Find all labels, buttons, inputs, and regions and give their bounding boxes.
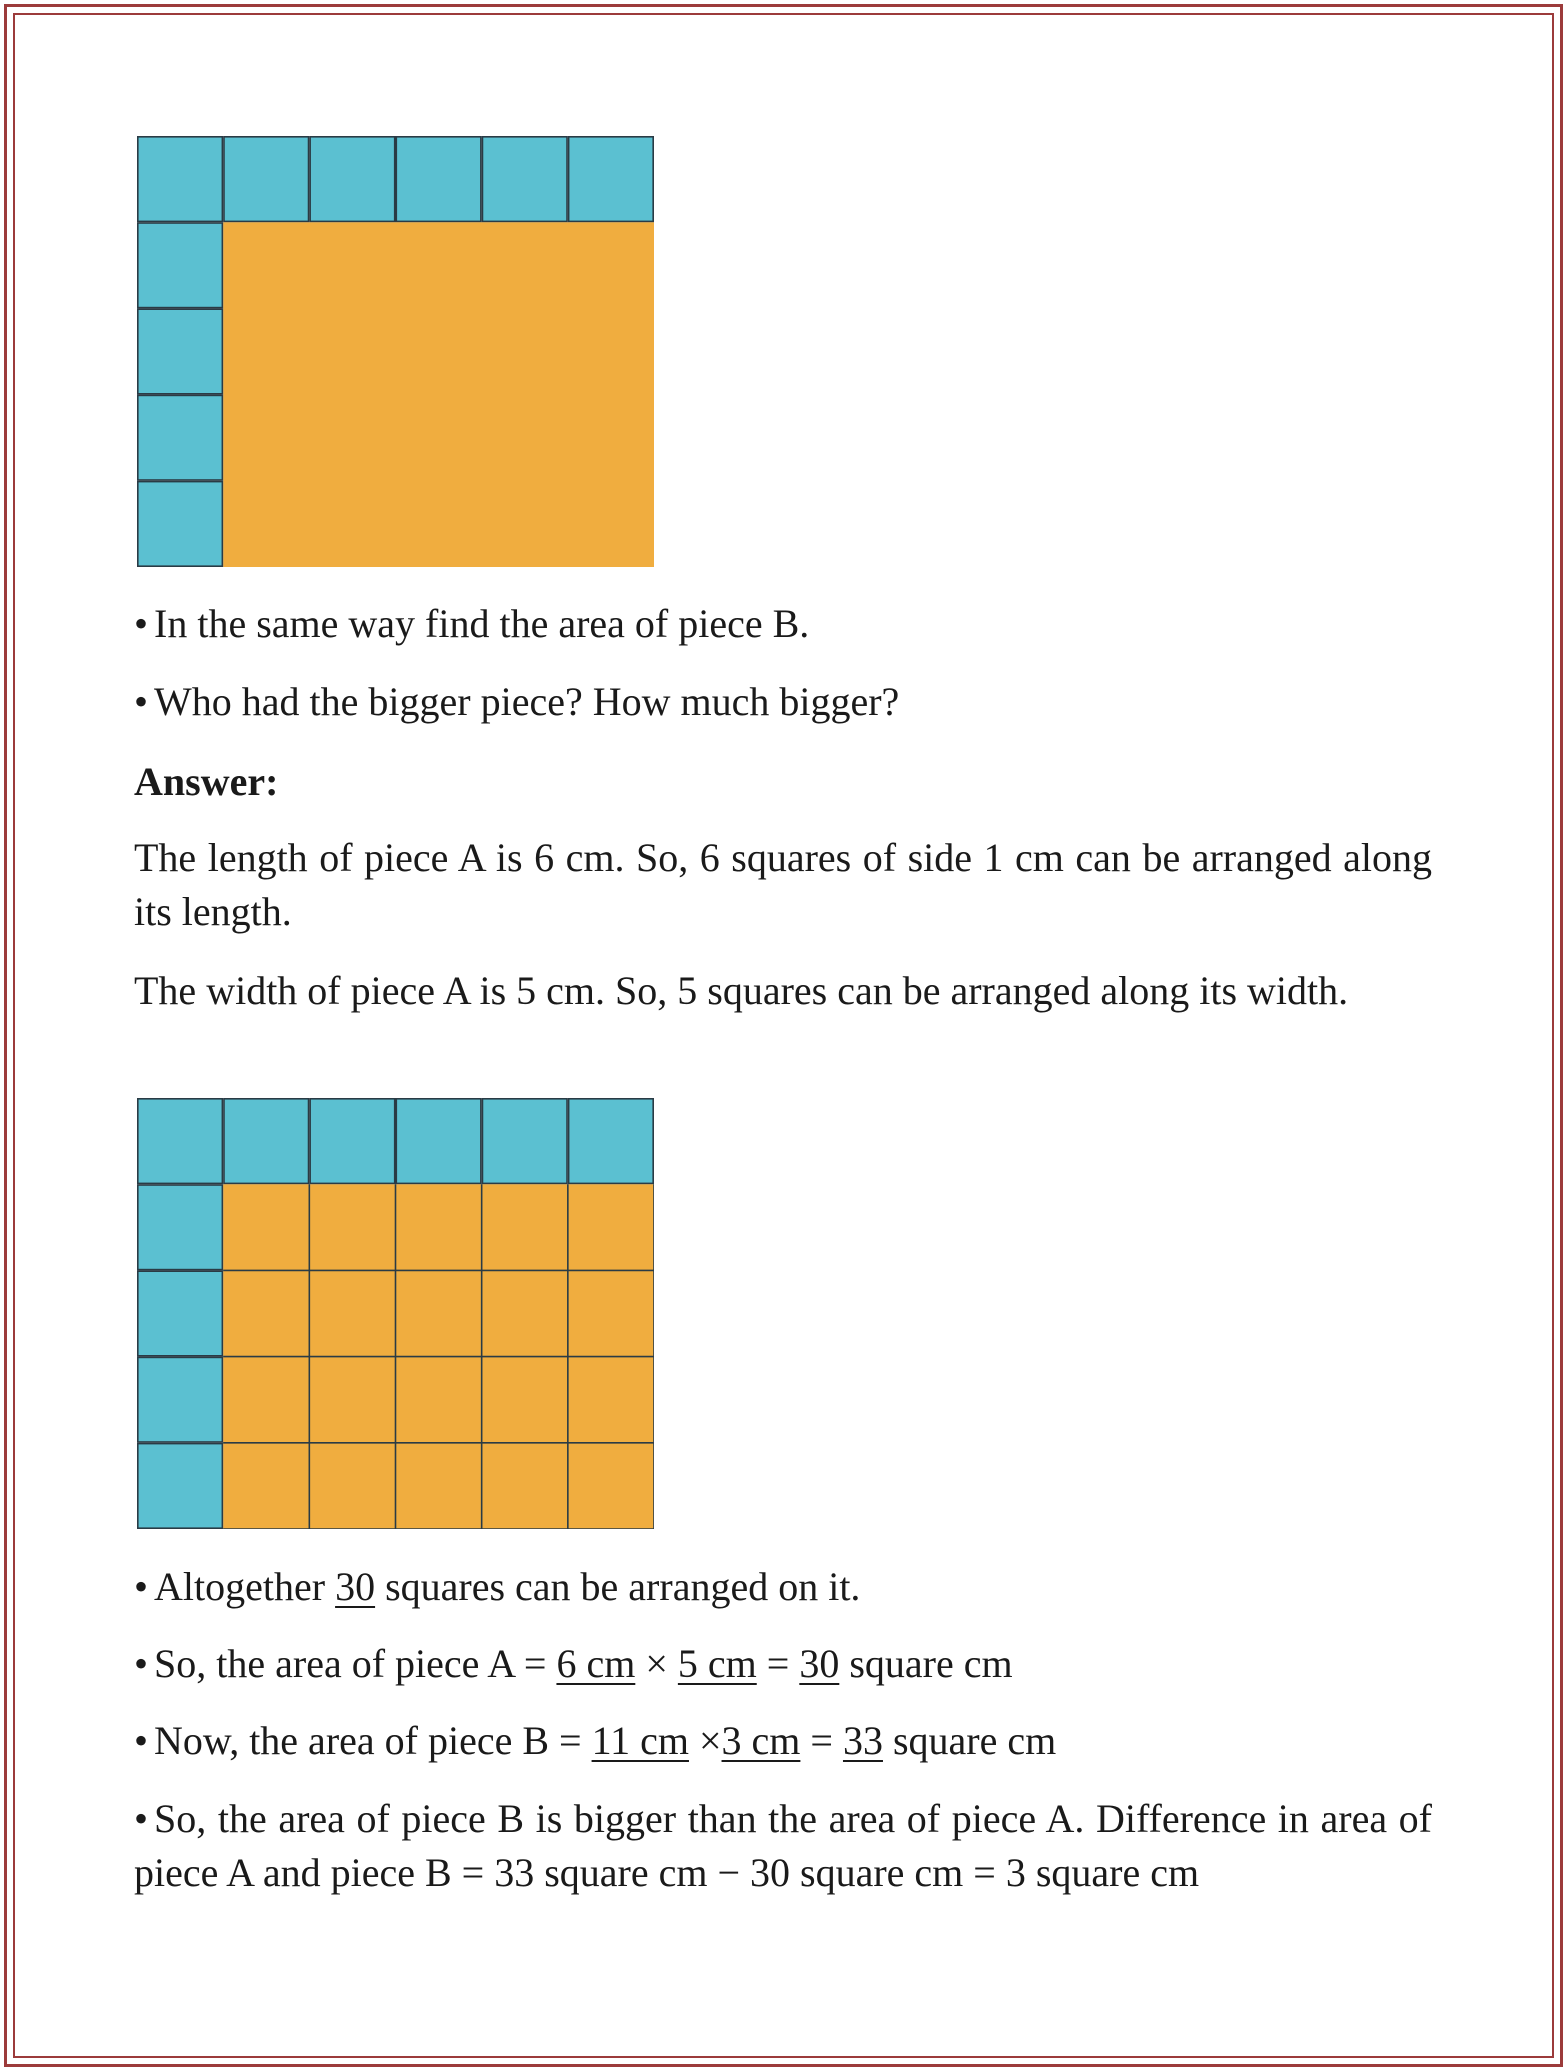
result-area-a [134,1637,1434,1691]
bullet: • [134,1641,149,1686]
answer-heading: Answer: [134,759,279,804]
area-a-width: 5 cm [677,1641,757,1686]
figure-piece-a-border-squares-svg [137,136,654,567]
teal-square-left [138,223,223,308]
area-b-equals: = [800,1718,843,1763]
bullet: • [134,1718,149,1763]
teal-square-top [482,1099,567,1184]
orange-region [223,222,654,567]
result-area-b [134,1714,1434,1768]
bullet: • [134,1796,149,1841]
teal-square-left [138,1271,223,1356]
question-2 [134,675,1434,729]
figure-piece-a-full-grid [137,1098,654,1529]
figure-piece-a-border-squares [137,136,654,567]
result-difference-text: So, the area of piece B is bigger than the area of piece A. Difference in area of piece A and piece B = 33 square cm − 30 square cm = 3 square cm [134,1796,1432,1895]
teal-square-top [569,1099,654,1184]
teal-square-left [138,482,223,567]
area-a-times: × [635,1641,678,1686]
teal-square-top [310,1099,395,1184]
area-b-pre: Now, the area of piece B = [154,1718,592,1763]
teal-square-top [396,1099,481,1184]
teal-square-top [396,137,481,222]
teal-square-top [482,137,567,222]
area-a-length: 6 cm [556,1641,636,1686]
area-a-value: 30 [799,1641,840,1686]
teal-square-left [138,1444,223,1529]
paragraph-length: The length of piece A is 6 cm. So, 6 squares of side 1 cm can be arranged along its length. [134,835,1432,934]
bullet: • [134,601,149,646]
teal-square-left [138,1185,223,1270]
result-squares-pre: Altogether [154,1564,336,1609]
teal-square-left [138,1357,223,1442]
area-b-unit: square cm [882,1718,1057,1763]
area-b-length: 11 cm [591,1718,689,1763]
teal-square-left [138,395,223,480]
teal-square-top [138,137,223,222]
question-2-text: Who had the bigger piece? How much bigger? [154,679,900,724]
bullet: • [134,1564,149,1609]
teal-square-top [138,1099,223,1184]
area-a-equals: = [756,1641,800,1686]
result-squares [134,1560,1434,1614]
area-a-pre: So, the area of piece A = [154,1641,557,1686]
result-squares-count: 30 [335,1564,376,1609]
figure-piece-a-full-grid-svg [137,1098,654,1529]
result-squares-post: squares can be arranged on it. [375,1564,861,1609]
question-1 [134,597,1434,651]
area-b-times: × [688,1718,722,1763]
teal-square-top [224,1099,309,1184]
result-difference [134,1792,1432,1900]
bullet: • [134,679,149,724]
teal-square-top [224,137,309,222]
question-1-text: In the same way find the area of piece B. [154,601,810,646]
paragraph-width: The width of piece A is 5 cm. So, 5 squares can be arranged along its width. [134,968,1349,1013]
teal-square-left [138,309,223,394]
area-a-unit: square cm [839,1641,1013,1686]
area-b-width: 3 cm [721,1718,801,1763]
teal-square-top [310,137,395,222]
area-b-value: 33 [842,1718,883,1763]
teal-square-top [569,137,654,222]
